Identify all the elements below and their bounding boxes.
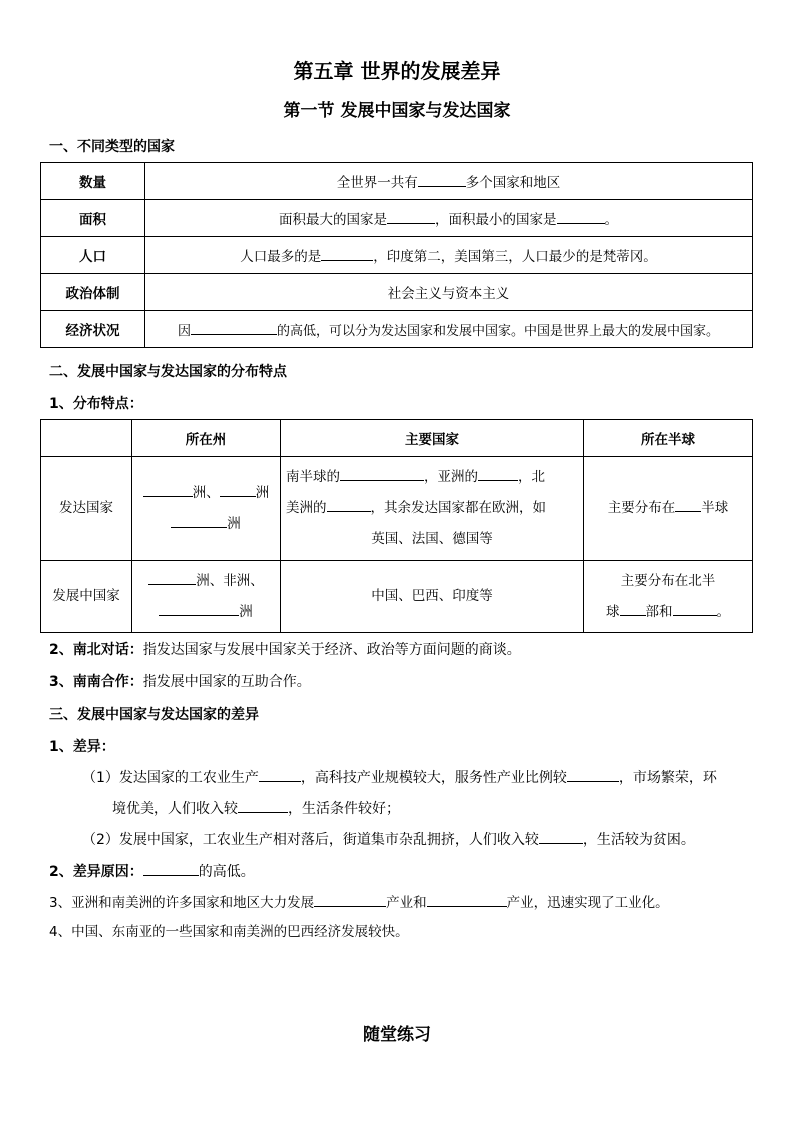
fill-blank[interactable] (620, 600, 646, 616)
header-cell: 所在半球 (584, 420, 753, 457)
row-value: 因 的高低，可以分为发达国家和发展中国家。中国是世界上最大的发展中国家。 (145, 311, 753, 348)
fill-blank[interactable] (387, 208, 435, 224)
row-label: 发达国家 (41, 457, 132, 561)
difference-line-3: （2）发展中国家，工农业生产相对落后，街道集市杂乱拥挤，人们收入较 ，生活较为贫困。 (82, 828, 695, 850)
row-label: 人口 (41, 237, 145, 274)
country-types-table (40, 162, 753, 348)
table-header-row (41, 420, 753, 457)
difference-line-2: 境优美，人们收入较 ，生活条件较好； (112, 797, 400, 819)
fill-blank[interactable] (238, 797, 288, 813)
row-value: 人口最多的是 ，印度第二，美国第三，人口最少的是梵蒂冈。 (145, 237, 753, 274)
row-label: 数量 (41, 163, 145, 200)
subheading-distribution: 1、分布特点： (49, 396, 143, 412)
table-row (41, 163, 753, 200)
continent-cell: 洲、 洲 洲 (132, 457, 281, 561)
header-cell: 所在州 (132, 420, 281, 457)
row-label: 经济状况 (41, 311, 145, 348)
subheading-differences: 1、差异： (49, 739, 115, 755)
row-label: 政治体制 (41, 274, 145, 311)
header-cell (41, 420, 132, 457)
north-south-dialogue: 2、南北对话：指发达国家与发展中国家关于经济、政治等方面问题的商谈。 (49, 642, 521, 658)
fill-blank[interactable] (148, 569, 196, 585)
countries-cell: 南半球的 ，亚洲的 ，北 美洲的 ，其余发达国家都在欧洲，如 英国、法国、德国等 (281, 457, 584, 561)
south-south-cooperation: 3、南南合作：指发展中国家的互助合作。 (49, 674, 311, 690)
fill-blank[interactable] (259, 766, 301, 782)
chapter-title: 第五章 世界的发展差异 (293, 59, 501, 83)
heading-differences: 三、发展中国家与发达国家的差异 (49, 707, 259, 723)
practice-title: 随堂练习 (363, 1025, 431, 1045)
fill-blank[interactable] (321, 245, 373, 261)
section-title: 第一节 发展中国家与发达国家 (283, 101, 511, 121)
row-label: 面积 (41, 200, 145, 237)
row-value: 面积最大的国家是 ，面积最小的国家是 。 (145, 200, 753, 237)
fill-blank[interactable] (159, 600, 239, 616)
fill-blank[interactable] (567, 766, 619, 782)
row-value: 社会主义与资本主义 (145, 274, 753, 311)
difference-line-1: （1）发达国家的工农业生产 ，高科技产业规模较大，服务性产业比例较 ，市场繁荣，环 (82, 766, 717, 788)
fill-blank[interactable] (191, 319, 277, 335)
table-row (41, 561, 753, 633)
table-row (41, 237, 753, 274)
industrialization-note: 3、亚洲和南美洲的许多国家和地区大力发展 产业和 产业，迅速实现了工业化。 (49, 891, 669, 913)
heading-country-types: 一、不同类型的国家 (49, 139, 175, 155)
fill-blank[interactable] (427, 891, 507, 907)
hemisphere-cell: 主要分布在北半 球 部和 。 (584, 561, 753, 633)
fill-blank[interactable] (557, 208, 605, 224)
fill-blank[interactable] (673, 600, 717, 616)
header-cell: 主要国家 (281, 420, 584, 457)
fill-blank[interactable] (220, 481, 256, 497)
table-row (41, 457, 753, 561)
fill-blank[interactable] (539, 828, 583, 844)
difference-reason: 2、差异原因： 的高低。 (49, 860, 255, 882)
fill-blank[interactable] (675, 496, 701, 512)
distribution-table (40, 419, 753, 633)
countries-cell: 中国、巴西、印度等 (281, 561, 584, 633)
heading-distribution: 二、发展中国家与发达国家的分布特点 (49, 364, 287, 380)
fill-blank[interactable] (143, 860, 199, 876)
fill-blank[interactable] (171, 512, 227, 528)
fill-blank[interactable] (327, 496, 371, 512)
fill-blank[interactable] (478, 465, 518, 481)
row-label: 发展中国家 (41, 561, 132, 633)
fill-blank[interactable] (143, 481, 193, 497)
fast-growth-note: 4、中国、东南亚的一些国家和南美洲的巴西经济发展较快。 (49, 924, 409, 940)
row-value: 全世界一共有 多个国家和地区 (145, 163, 753, 200)
table-row (41, 311, 753, 348)
fill-blank[interactable] (314, 891, 386, 907)
table-row (41, 274, 753, 311)
fill-blank[interactable] (340, 465, 424, 481)
hemisphere-cell: 主要分布在 半球 (584, 457, 753, 561)
continent-cell: 洲、非洲、 洲 (132, 561, 281, 633)
table-row (41, 200, 753, 237)
fill-blank[interactable] (418, 171, 466, 187)
